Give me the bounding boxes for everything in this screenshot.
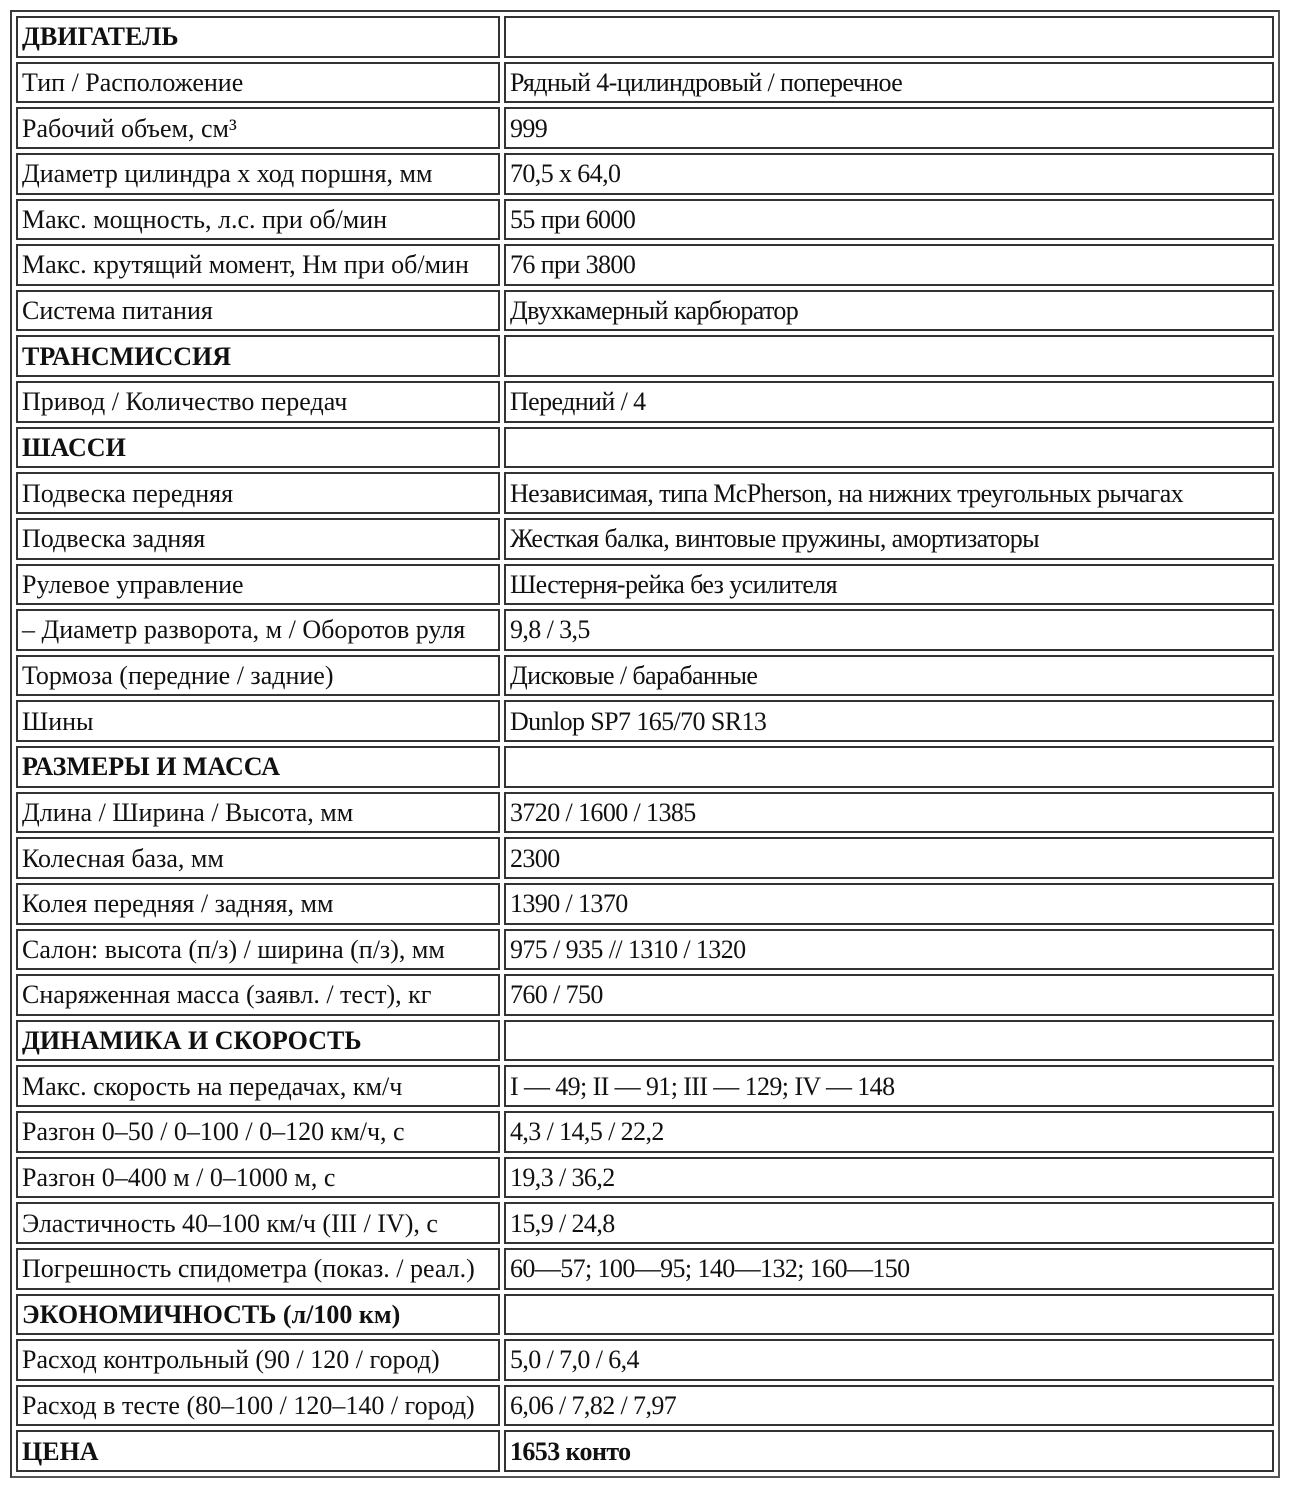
spec-value: Шестерня-рейка без усилителя <box>504 564 1274 606</box>
spec-row <box>16 792 1274 834</box>
spec-row <box>16 290 1274 332</box>
spec-label: Диаметр цилиндра х ход поршня, мм <box>16 153 500 195</box>
spec-label: Разгон 0–50 / 0–100 / 0–120 км/ч, с <box>16 1111 500 1153</box>
spec-label: Подвеска передняя <box>16 472 500 514</box>
spec-value: 4,3 / 14,5 / 22,2 <box>504 1111 1274 1153</box>
spec-value: Передний / 4 <box>504 381 1274 423</box>
spec-label: Макс. скорость на передачах, км/ч <box>16 1065 500 1107</box>
spec-value: 15,9 / 24,8 <box>504 1202 1274 1244</box>
spec-table-body <box>16 16 1274 1472</box>
spec-value: 6,06 / 7,82 / 7,97 <box>504 1385 1274 1427</box>
spec-value: I — 49; II — 91; III — 129; IV — 148 <box>504 1065 1274 1107</box>
spec-label: Колесная база, мм <box>16 837 500 879</box>
spec-label: Тип / Расположение <box>16 62 500 104</box>
spec-label: Макс. крутящий момент, Нм при об/мин <box>16 244 500 286</box>
spec-label: Привод / Количество передач <box>16 381 500 423</box>
section-value: 1653 конто <box>504 1430 1274 1472</box>
spec-row <box>16 1202 1274 1244</box>
spec-row <box>16 609 1274 651</box>
section-title: ЭКОНОМИЧНОСТЬ (л/100 км) <box>16 1294 500 1336</box>
spec-row <box>16 153 1274 195</box>
section-title: ШАССИ <box>16 427 500 469</box>
spec-value: Жесткая балка, винтовые пружины, амортизаторы <box>504 518 1274 560</box>
spec-value: 3720 / 1600 / 1385 <box>504 792 1274 834</box>
spec-label: Подвеска задняя <box>16 518 500 560</box>
spec-value: 70,5 х 64,0 <box>504 153 1274 195</box>
spec-row <box>16 381 1274 423</box>
spec-value: Dunlop SP7 165/70 SR13 <box>504 700 1274 742</box>
spec-value: Двухкамерный карбюратор <box>504 290 1274 332</box>
spec-value: 9,8 / 3,5 <box>504 609 1274 651</box>
spec-label: Длина / Ширина / Высота, мм <box>16 792 500 834</box>
spec-value: 76 при 3800 <box>504 244 1274 286</box>
section-title: ДИНАМИКА И СКОРОСТЬ <box>16 1020 500 1062</box>
spec-label: Расход контрольный (90 / 120 / город) <box>16 1339 500 1381</box>
spec-value: 60—57; 100—95; 140—132; 160—150 <box>504 1248 1274 1290</box>
spec-row <box>16 62 1274 104</box>
spec-label: Снаряженная масса (заявл. / тест), кг <box>16 974 500 1016</box>
spec-row <box>16 883 1274 925</box>
spec-value: 5,0 / 7,0 / 6,4 <box>504 1339 1274 1381</box>
spec-row <box>16 929 1274 971</box>
section-header-row <box>16 746 1274 788</box>
spec-row <box>16 1157 1274 1199</box>
spec-value: Независимая, типа McPherson, на нижних треугольных рычагах <box>504 472 1274 514</box>
spec-value: 55 при 6000 <box>504 199 1274 241</box>
spec-label: Салон: высота (п/з) / ширина (п/з), мм <box>16 929 500 971</box>
spec-label: Эластичность 40–100 км/ч (III / IV), с <box>16 1202 500 1244</box>
section-value-empty <box>504 1294 1274 1336</box>
section-value-empty <box>504 427 1274 469</box>
section-value-empty <box>504 16 1274 58</box>
spec-label: Разгон 0–400 м / 0–1000 м, с <box>16 1157 500 1199</box>
spec-row <box>16 199 1274 241</box>
spec-label: Колея передняя / задняя, мм <box>16 883 500 925</box>
spec-label: Рулевое управление <box>16 564 500 606</box>
spec-row <box>16 564 1274 606</box>
section-header-row <box>16 335 1274 377</box>
spec-row <box>16 655 1274 697</box>
spec-value: 760 / 750 <box>504 974 1274 1016</box>
section-header-row <box>16 1294 1274 1336</box>
spec-label: Погрешность спидометра (показ. / реал.) <box>16 1248 500 1290</box>
spec-row <box>16 518 1274 560</box>
section-value-empty <box>504 335 1274 377</box>
spec-row <box>16 974 1274 1016</box>
spec-value: 19,3 / 36,2 <box>504 1157 1274 1199</box>
section-header-row <box>16 1020 1274 1062</box>
spec-label: Тормоза (передние / задние) <box>16 655 500 697</box>
spec-label: Рабочий объем, см³ <box>16 107 500 149</box>
spec-row <box>16 1385 1274 1427</box>
section-title: ТРАНСМИССИЯ <box>16 335 500 377</box>
spec-row <box>16 837 1274 879</box>
spec-row <box>16 1248 1274 1290</box>
spec-value: 1390 / 1370 <box>504 883 1274 925</box>
spec-label: Макс. мощность, л.с. при об/мин <box>16 199 500 241</box>
spec-label: Система питания <box>16 290 500 332</box>
section-title: ЦЕНА <box>16 1430 500 1472</box>
spec-value: Дисковые / барабанные <box>504 655 1274 697</box>
section-value-empty <box>504 1020 1274 1062</box>
spec-row <box>16 107 1274 149</box>
section-header-row <box>16 16 1274 58</box>
spec-value: 975 / 935 // 1310 / 1320 <box>504 929 1274 971</box>
spec-value: Рядный 4-цилиндровый / поперечное <box>504 62 1274 104</box>
spec-value: 999 <box>504 107 1274 149</box>
spec-value: 2300 <box>504 837 1274 879</box>
spec-label: Расход в тесте (80–100 / 120–140 / город) <box>16 1385 500 1427</box>
spec-table <box>10 10 1280 1478</box>
section-header-row <box>16 1430 1274 1472</box>
spec-row <box>16 1339 1274 1381</box>
section-header-row <box>16 427 1274 469</box>
section-title: РАЗМЕРЫ И МАССА <box>16 746 500 788</box>
spec-row <box>16 700 1274 742</box>
spec-row <box>16 1065 1274 1107</box>
spec-label: Шины <box>16 700 500 742</box>
spec-row <box>16 1111 1274 1153</box>
section-value-empty <box>504 746 1274 788</box>
section-title: ДВИГАТЕЛЬ <box>16 16 500 58</box>
spec-label: – Диаметр разворота, м / Оборотов руля <box>16 609 500 651</box>
spec-row <box>16 472 1274 514</box>
spec-row <box>16 244 1274 286</box>
